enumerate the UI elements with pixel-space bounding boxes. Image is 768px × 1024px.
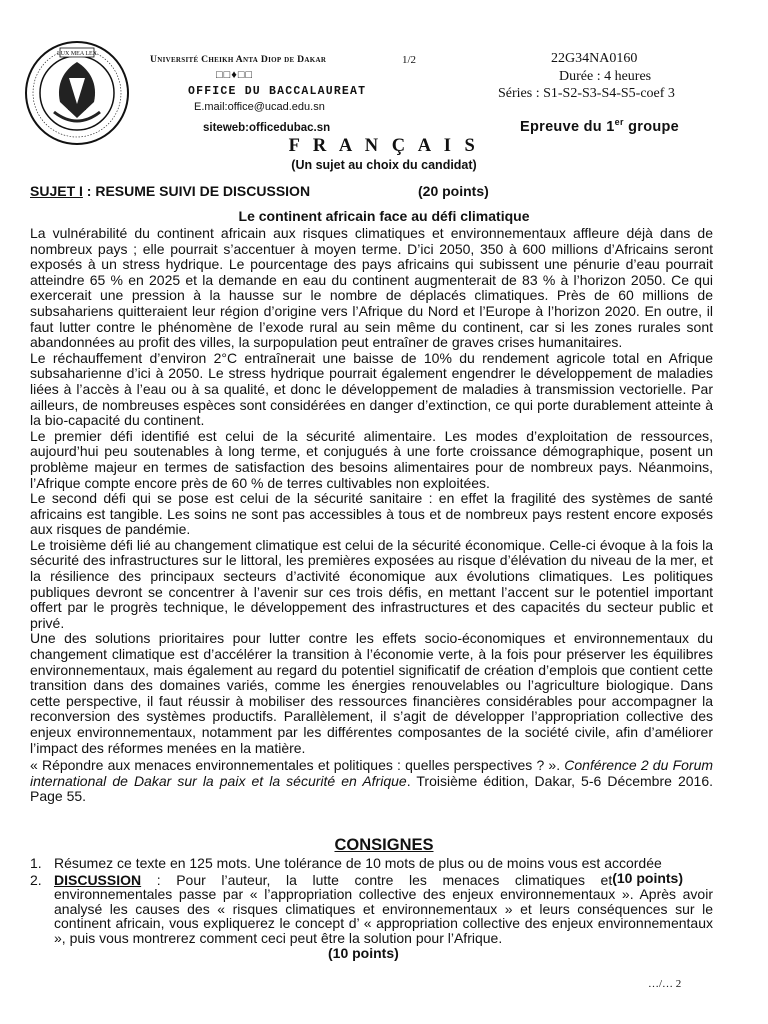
university-name: Université Cheikh Anta Diop de Dakar <box>150 54 327 65</box>
sujet-points: (20 points) <box>418 183 489 199</box>
body-text <box>30 226 713 805</box>
paragraph: Le réchauffement d’environ 2°C entraînerait une baisse de 10% du rendement agricole total en Afrique subsaharienne d’ici à 2050. Le stress hydrique pourrait également engendrer le développement de maladies liées à l’accès à l’eau ou à sa qualité, et donc le développement de maladies à transmission vectorielle. Par ailleurs, de nombreuses espèces sont considérées en danger d’extinction, ce qui porte durablement atteinte à la bio-capacité du continent. <box>30 349 713 429</box>
exam-duration: Durée : 4 heures <box>559 69 652 84</box>
exam-group-prefix: Epreuve du 1 <box>520 118 615 135</box>
paragraph: Le second défi qui se pose est celui de la sécurité sanitaire : en effet la fragilité des systèmes de santé africains est tangible. Les soins ne sont pas accessibles à tous et de nombreux pays restent encore exposés aux risques de pandémie. <box>30 490 713 538</box>
subject-title: F R A N Ç A I S <box>288 136 480 156</box>
consignes-list <box>30 856 713 962</box>
source-italic: Conférence 2 du Forum international de Dakar sur la paix et la sécurité en Afrique <box>30 757 714 789</box>
item-points: (10 points) <box>328 944 399 961</box>
sujet-heading <box>30 183 310 199</box>
email-address: E.mail:office@ucad.edu.sn <box>194 101 325 113</box>
paragraph: Le premier défi identifié est celui de la sécurité alimentaire. Les modes d’exploitation de ressources, aujourd’hui peu soutenables à long terme, et conjugués à une forte croissance démographique, posent un problème majeur en termes de satisfaction des besoins alimentaires pour de nombreux pays. Néanmoins, l’Afrique compte encore près de 60 % de terres cultivables non exploitées. <box>30 427 713 491</box>
page-footer: …/… 2 <box>648 978 682 990</box>
source-citation <box>30 758 713 805</box>
office-name: OFFICE DU BACCALAUREAT <box>188 85 367 98</box>
item-number: 2. <box>30 871 42 888</box>
consignes-title <box>0 836 768 855</box>
sujet-heading-text: : RESUME SUIVI DE DISCUSSION <box>82 183 311 199</box>
discussion-label: DISCUSSION <box>54 871 142 888</box>
logo-motto: LUX MEA LEX <box>57 51 97 57</box>
subject-subtitle: (Un sujet au choix du candidat) <box>291 158 477 172</box>
page-indicator: 1/2 <box>402 54 417 66</box>
university-seal-logo <box>24 40 130 146</box>
exam-code: 22G34NA0160 <box>551 51 638 66</box>
item-number: 1. <box>30 855 42 871</box>
exam-group-sup: er <box>614 117 624 127</box>
item-points: (10 points) <box>612 869 683 886</box>
item-text: Résumez ce texte en 125 mots. Une tolérance de 10 mots de plus ou de moins vous est accordée <box>54 855 662 871</box>
list-item <box>30 869 713 961</box>
exam-series: Séries : S1-S2-S3-S4-S5-coef 3 <box>498 86 675 101</box>
paragraph: Le troisième défi lié au changement climatique est celui de la sécurité économique. Celle-ci évoque à la fois la sécurité des infrastructures sur le littoral, les premières exposées au risque d’élévation du niveau de la mer, et la résilience des principaux secteurs d’activité économique aux évolutions climatiques. Les politiques publiques devront se concentrer à l’avenir sur ces trois défis, en mettant l’accent sur le potentiel important offert par le progrès technique, le développement des infrastructures et des capacités du secteur public et privé. <box>30 536 713 631</box>
consignes-title-text: CONSIGNES <box>334 836 434 854</box>
item-text: : Pour l’auteur, la lutte contre les menaces climatiques et environnementales passe par « l’appropriation collective des enjeux environnementaux ». Après avoir analysé les causes des « risques climatiques et environnementaux » et leurs conséquences sur le continent africain, vous expliquerez le concept d’ « appropriation collective des enjeux environnementaux », puis vous montrerez comment ceci peut être la solution pour l’Afrique. <box>54 871 713 946</box>
website: siteweb:officedubac.sn <box>203 122 331 134</box>
source-quote: « Répondre aux menaces environnementales et politiques : quelles perspectives ? ». <box>30 757 561 774</box>
exam-group <box>520 117 679 135</box>
text-title: Le continent africain face au défi climatique <box>238 208 530 224</box>
sujet-label: SUJET I <box>30 183 83 199</box>
paragraph: La vulnérabilité du continent africain aux risques climatiques et environnementaux affleure déjà dans de nombreux pays ; elle pourrait s’accentuer à moyen terme. D’ici 2050, 350 à 600 millions d’Africains seront exposés à un stress hydrique. Le pourcentage des pays africains qui subissent une pénurie d’eau pourrait atteindre 65 % en 2025 et la demande en eau du continent augmenterait de 83 % à l’horizon 2050. Ce qui exercerait une pression à la hausse sur le nombre de déplacés climatiques. Près de 60 millions de subsahariens quitteraient leur région d’origine vers l’Afrique du Nord et l’Europe à l’horizon 2020. En outre, il faut lutter contre le phénomène de l’exode rural au sein même du continent, car si les zones rurales sont abandonnées au profit des villes, la surpopulation peut entraîner de graves crises humanitaires. <box>30 225 713 351</box>
source-rest: . Troisième édition, Dakar, 5-6 Décembre 2016. Page 55. <box>30 772 713 805</box>
decorative-glyphs: □□♦□□ <box>216 69 254 81</box>
paragraph: Une des solutions prioritaires pour lutter contre les effets socio-économiques et environnementaux du changement climatique est d’accélérer la transition à l’économie verte, à la fois pour préserver les équilibres environnementaux, mais également au regard du potentiel significatif de création d’emplois que contient cette transition dans des domaines variés, comme les énergies renouvelables ou l’agriculture biologique. Dans cette perspective, il faut réussir à mobiliser des ressources financières considérables pour accompagner la reconversion des systèmes productifs. Parallèlement, il s’agit de développer l’appropriation collective des enjeux environnementaux, notamment par les différentes composantes de la société civile, afin d’améliorer l’impact des réformes menées en la matière. <box>30 630 713 756</box>
exam-group-suffix: groupe <box>623 118 680 135</box>
